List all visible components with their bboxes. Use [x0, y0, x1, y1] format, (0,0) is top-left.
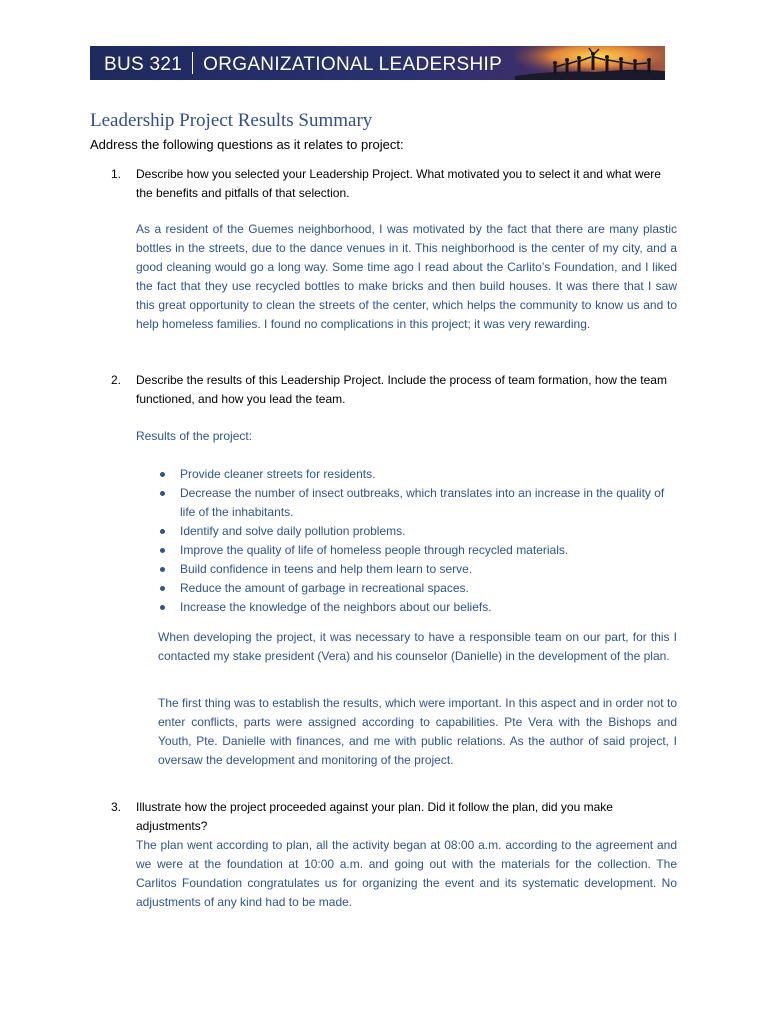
document-title: Leadership Project Results Summary — [90, 110, 373, 131]
question-text: Describe how you selected your Leadership Project. What motivated you to select it and what were the benefits and pitfalls of that selection. — [136, 167, 661, 200]
course-banner — [90, 46, 665, 80]
bullet-icon — [160, 472, 165, 477]
roles-paragraph: The first thing was to establish the results, which were important. In this aspect and in order not to enter conflicts, parts were assigned according to capabilities. Pte Vera with the Bishops and Youth, Pte. Danielle with finances, and me with public relations. As the author of said project, I oversaw the development and monitoring of the project. — [158, 696, 677, 767]
bullet-icon — [160, 567, 165, 572]
banner-divider — [192, 52, 193, 74]
list-item: Build confidence in teens and help them learn to serve. — [158, 560, 678, 579]
list-item: Decrease the number of insect outbreaks, which translates into an increase in the quality of life of the inhabitants. — [158, 484, 678, 522]
bullet-icon — [160, 586, 165, 591]
results-heading: Results of the project: — [136, 429, 253, 443]
results-list — [158, 465, 678, 617]
question-text: Describe the results of this Leadership Project. Include the process of team formation, how the team functioned, and how you lead the team. — [136, 373, 667, 406]
list-item: Improve the quality of life of homeless people through recycled materials. — [158, 541, 678, 560]
question-number: 1. — [111, 167, 122, 181]
question-number: 2. — [111, 373, 122, 387]
course-code: BUS 321 — [104, 54, 183, 75]
team-paragraph: When developing the project, it was necessary to have a responsible team on our part, for this I contacted my stake president (Vera) and his counselor (Danielle) in the development of the plan. — [158, 630, 677, 663]
answer-3: The plan went according to plan, all the activity began at 08:00 a.m. according to the agreement and we were at the foundation at 10:00 a.m. and going out with the materials for the collection. The Carlitos Foundation congratulates us for organizing the event and its systematic development. No adjustments of any kind had to be made. — [136, 838, 677, 909]
list-item: Identify and solve daily pollution problems. — [158, 522, 678, 541]
bullet-icon — [160, 548, 165, 553]
question-number: 3. — [111, 800, 122, 814]
question-text: Illustrate how the project proceeded against your plan. Did it follow the plan, did you make adjustments? — [136, 800, 613, 833]
question-1 — [111, 165, 671, 203]
list-item: Increase the knowledge of the neighbors about our beliefs. — [158, 598, 678, 617]
bullet-icon — [160, 529, 165, 534]
answer-1: As a resident of the Guemes neighborhood, I was motivated by the fact that there are many plastic bottles in the streets, due to the dance venues in it. This neighborhood is the center of my city, and a good cleaning would go a long way. Some time ago I read about the Carlito’s Foundation, and I liked the fact that they use recycled bottles to make bricks and then build houses. It was there that I saw this great opportunity to clean the streets of the center, which helps the community to know us and to help homeless families. I found no complications in this project; it was very rewarding. — [136, 222, 677, 331]
document-subtitle: Address the following questions as it relates to project: — [90, 137, 404, 152]
list-item: Provide cleaner streets for residents. — [158, 465, 678, 484]
team-silhouette-image — [515, 46, 665, 80]
bullet-icon — [160, 491, 165, 496]
banner-title — [104, 52, 502, 76]
course-title: ORGANIZATIONAL LEADERSHIP — [203, 54, 503, 75]
bullet-icon — [160, 605, 165, 610]
list-item: Reduce the amount of garbage in recreational spaces. — [158, 579, 678, 598]
question-2 — [111, 371, 671, 409]
question-3 — [111, 798, 671, 836]
